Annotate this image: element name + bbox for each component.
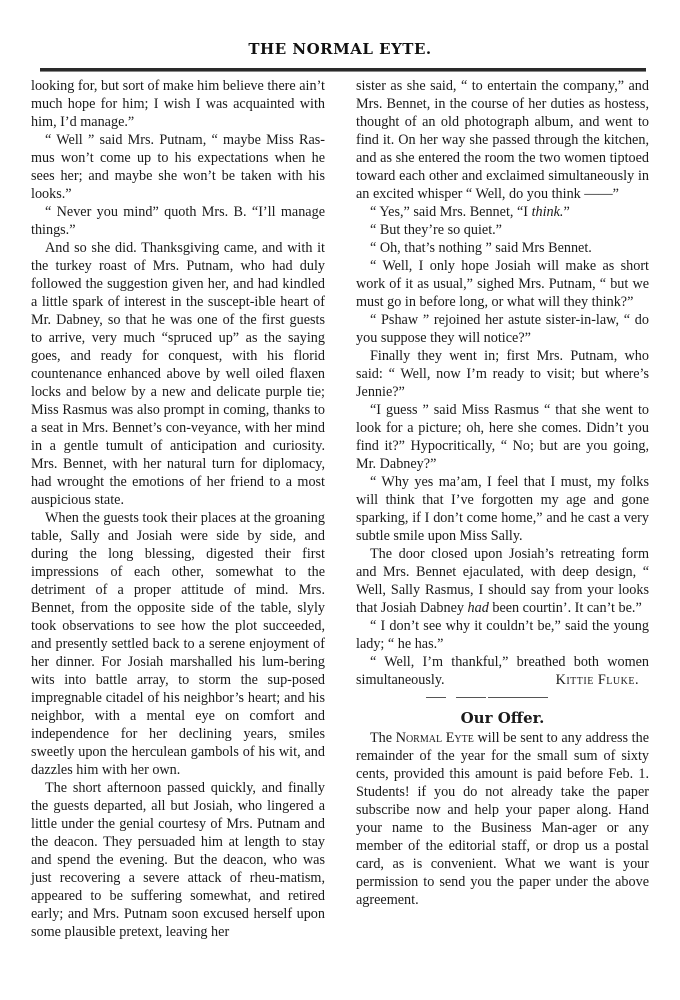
paragraph: “ Pshaw ” rejoined her astute sister-in-law, “ do you suppose they will notice?” bbox=[356, 312, 649, 346]
paragraph: “ Well ” said Mrs. Putnam, “ maybe Miss Ras-mus won’t come up to his expectations when he sees her; and maybe she won’t be taken with his looks.” bbox=[31, 132, 325, 202]
text-run: ” bbox=[563, 204, 570, 220]
text-run: will be sent to any address the remainder of the year for the small sum of sixty cents, provided this amount is paid before Feb. 1. Students! if you do not already take the paper subscribe now and help your paper along. Hand your name to the Business Man-ager or any member of the editorial staff, or drop us a postal card, as is convenient. What we want is your permission to send you the paper under the above agreement. bbox=[356, 730, 650, 908]
paragraph: And so she did. Thanksgiving came, and with it the turkey roast of Mrs. Putnam, who had duly followed the suggestion given her, and had kindled a little spark of interest in the suscept-ible heart of Mr. Dabney, so that he was one of the first guests to arrive, very much “spruced up” as the saying goes, and ready for conquest, with his florid countenance enhanced above by well oiled flaxen locks and below by a new and delicate purple tie; Miss Rasmus was also prompt in coming, thanks to a seat in Mrs. Bennet’s con-veyance, with her mind in a gentle tumult of anticipation and curiosity. Mrs. Bennet, with her natural turn for diplomacy, had wrought the emotions of her friend to a most auspicious state. bbox=[31, 240, 325, 508]
offer-title: Our Offer. bbox=[460, 709, 545, 727]
masthead-title: THE NORMAL EYTE. bbox=[248, 40, 432, 58]
italic-text: think. bbox=[531, 204, 564, 220]
text-run: The bbox=[370, 730, 396, 746]
text-run: “ Well, I’m thankful,” breathed both women simultaneously. bbox=[356, 654, 649, 688]
text-run: The door closed upon Josiah’s retreating form and Mrs. Bennet ejaculated, with deep design, “ Well, Sally Rasmus, I should say from your looks that Josiah Dabney bbox=[356, 546, 649, 616]
left-column bbox=[31, 77, 325, 941]
paragraph: “ I don’t see why it couldn’t be,” said the young lady; “ he has.” bbox=[356, 618, 649, 652]
right-column bbox=[356, 77, 649, 909]
text-run: been courtin’. It can’t be.” bbox=[488, 600, 642, 616]
paragraph: Finally they went in; first Mrs. Putnam, who said: “ Well, now I’m ready to visit; but where’s Jennie?” bbox=[356, 348, 649, 400]
paragraph: “I guess ” said Miss Rasmus “ that she went to look for a picture; oh, here she comes. Didn’t you find it?” Hypocritically, “ No; but are you going, Mr. Dabney?” bbox=[356, 402, 649, 472]
italic-text: had bbox=[467, 600, 489, 616]
section-divider bbox=[356, 693, 649, 703]
paragraph: “ Why yes ma’am, I feel that I must, my folks will think that I’ve forgotten my age and gone sparking, if I don’t come home,” and he cast a very subtle smile upon Miss Sally. bbox=[356, 474, 649, 544]
paragraph: “ Well, I only hope Josiah will make as short work of it as usual,” sighed Mrs. Putnam, “ but we must go in before long, or what will they think?” bbox=[356, 258, 649, 310]
paragraph: “ Never you mind” quoth Mrs. B. “I’ll manage things.” bbox=[31, 204, 325, 238]
paragraph bbox=[356, 545, 649, 617]
paragraph bbox=[356, 203, 649, 221]
paragraph: The short afternoon passed quickly, and finally the guests departed, all but Josiah, who lingered a little under the genial courtesy of Mrs. Putnam and the deacon. They persuaded him at length to stay and spend the evening. But the deacon, who was just recovering a severe attack of rheu-matism, appeared to be suffering somewhat, and retired early; and Mrs. Putnam soon excused herself upon some plausible pretext, leaving her bbox=[31, 780, 325, 940]
paragraph: sister as she said, “ to entertain the company,” and Mrs. Bennet, in the course of her duties as hostess, thought of an old photograph album, and went to find it. On her way she passed through the kitchen, and as she entered the room the two women tiptoed toward each other and exclaimed simultaneously in an excited whisper “ Well, do you think ——” bbox=[356, 78, 649, 202]
paragraph: “ But they’re so quiet.” bbox=[370, 222, 502, 238]
publication-name: Normal Eyte bbox=[395, 730, 474, 746]
text-run: “ Yes,” said Mrs. Bennet, “I bbox=[370, 204, 532, 220]
header-rule bbox=[40, 68, 646, 72]
offer-paragraph bbox=[356, 729, 649, 909]
paragraph: “ Oh, that’s nothing ” said Mrs Bennet. bbox=[370, 240, 592, 256]
author-signature: Kittie Fluke. bbox=[555, 672, 639, 688]
paragraph bbox=[356, 653, 649, 689]
paragraph: looking for, but sort of make him believe there ain’t much hope for him; I wish I was acquainted with him, I’d manage.” bbox=[31, 78, 325, 130]
paragraph: When the guests took their places at the groaning table, Sally and Josiah were side by side, and during the long blessing, digested their first impressions of each other, somewhat to the detriment of a proper attitude of mind. Mrs. Bennet, from the opposite side of the table, slyly took observations to see how the plot succeeded, and presently settled back to a serene enjoyment of her dinner. For Josiah marshalled his lum-bering wits into battle array, to storm the sup-posed impregnable citadel of his neighbor’s heart; and his neighbor, with a mental eye on comfort and independence for her declining years, smiles sweetly upon the herculean gambols of his wit, and dazzles him with her own. bbox=[31, 510, 325, 778]
